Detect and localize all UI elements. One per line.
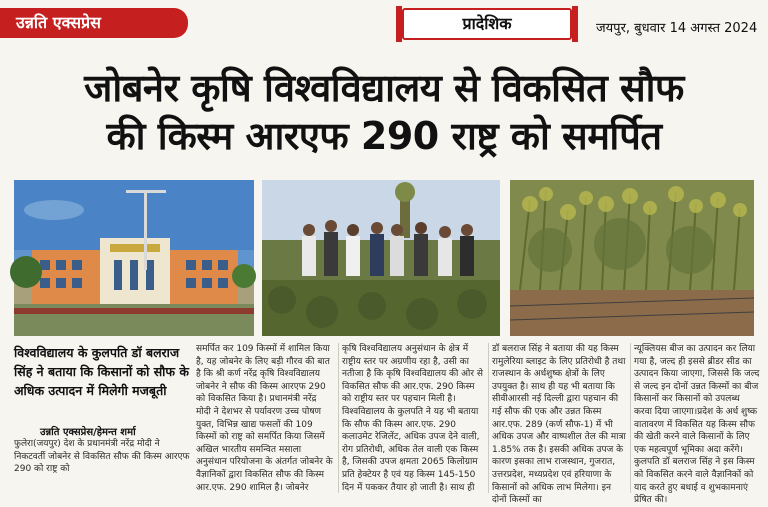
article-text: फुलेरा(जयपुर) देश के प्रधानमंत्री नरेंद्र मोदी ने निकटवर्ती जोबनेर से विकसित सौफ की किस्म आरएफ 290 को राष्ट्र को bbox=[14, 439, 190, 475]
column-divider bbox=[630, 343, 631, 493]
byline: उन्नति एक्सप्रेस/हेमन्त शर्मा bbox=[40, 427, 136, 438]
article-column-lead bbox=[14, 438, 192, 496]
column-divider bbox=[488, 343, 489, 493]
column-divider bbox=[338, 343, 339, 493]
headline bbox=[0, 64, 768, 160]
article-column-4 bbox=[634, 343, 760, 506]
section-label bbox=[396, 6, 578, 42]
article-column-1 bbox=[196, 343, 334, 496]
dateline: जयपुर, बुधवार 14 अगस्त 2024 bbox=[596, 21, 758, 36]
article-text: समर्पित कर 109 किस्मों में शामिल किया है, यह जोबनेर के लिए बड़ी गौरव की बात है कि श्री कर्ण नरेंद्र कृषि विश्वविद्यालय जोबनेर ने सौफ की किस्म आरएफ 290 को विकसित किया है। प्रधानमंत्री नरेंद्र मोदी ने देशभर से पर्यावरण उच्च पोषण युक्त, विभिन्न खाद्य फसलों की 109 किस्मों को राष्ट्र को समर्पित किया जिसमें अखिल भारतीय समन्वित मसाला अनुसंधान परियोजना के अंतर्गत जोबनेर के वैज्ञानिकों द्वारा विकसित सौफ की किस्म आर.एफ. 290 शामिल है। जोबनेर bbox=[196, 344, 333, 493]
article-text: न्यूक्लियस बीज का उत्पादन कर लिया गया है, जल्द ही इससे ब्रीडर सीड का उत्पादन किया जाएगा, जिससे कि जल्द से जल्द इन दोनों उन्नत किस्मों का बीज किसानों कर किसानों को उपलब्ध करवा दिया जाएगा।प्रदेश के अर्ध शुष्क वातावरण में विकसित यह किस्म सौफ की खेती करने वाले किसानों के लिए एक महत्वपूर्ण भूमिका अदा करेंगे। कुलपति डॉ बलराज सिंह ने इस किस्म को विकसित करने वाले वैज्ञानिकों को याद करते हुए बधाई व शुभकामनाएं प्रेषित की। bbox=[634, 344, 760, 506]
headline-line-2: की किस्म आरएफ 290 राष्ट्र को समर्पित bbox=[106, 114, 662, 158]
newspaper-brand: उन्नति एक्सप्रेस bbox=[0, 8, 188, 38]
masthead bbox=[0, 0, 768, 50]
fennel-crop-photo bbox=[510, 180, 754, 336]
section-bracket-right bbox=[572, 6, 578, 42]
university-building-photo bbox=[14, 180, 254, 336]
subhead: विश्वविद्यालय के कुलपति डॉ बलराज सिंह ने बताया कि किसानों को सौफ के अधिक उत्पादन में मिलेगी मजबूती bbox=[14, 345, 190, 398]
headline-line-1: जोबनेर कृषि विश्वविद्यालय से विकसित सौफ bbox=[84, 66, 684, 110]
article-column-2 bbox=[342, 343, 484, 496]
article-text: कृषि विश्वविद्यालय अनुसंधान के क्षेत्र में राष्ट्रीय स्तर पर अग्रणीय रहा है, उसी का नतीजा है कि कृषि विश्वविद्यालय की ओर से विकसित सौफ की आर.एफ. 290 किस्म को राष्ट्रीय स्तर पर पहचान मिली है। विश्वविद्यालय के कुलपति ने यह भी बताया कि सौफ की किस्म आर.एफ. 290 कलाउमेट रेजिलेंट, अधिक उपज देने वाली, रोग प्रतिरोधी, अधिक तेल वाली एक किस्म है, जिसकी उपज क्षमता 2065 किलोग्राम प्रति हेक्टेयर है एवं यह किस्म 145-150 दिन में पककर तैयार हो जाती है। साथ ही bbox=[342, 344, 483, 493]
article-column-3 bbox=[492, 343, 626, 506]
section-title: प्रादेशिक bbox=[402, 8, 572, 40]
article-text: डॉ बलराज सिंह ने बताया की यह किस्म रामुलेरिया ब्लाइट के लिए प्रतिरोधी है तथा राजस्थान के अर्धशुष्क क्षेत्रों के लिए उपयुक्त है। साथ ही यह भी बताया कि सीवीआरसी नई दिल्ली द्वारा पहचान की गई सौफ की एक और उन्नत किस्म आर.एफ. 289 (कर्ण सौफ-1) में भी अधिक उपज और वाष्पशील तेल की मात्रा 1.85% तक है। इसकी अधिक उपज के कारण इसका लाभ राजस्थान, गुजरात, उत्तरप्रदेश, मध्यप्रदेश एवं हरियाणा के किसानों को अधिक लाभ मिलेगा। इन दोनों किस्मों का bbox=[492, 344, 626, 506]
field-visit-photo bbox=[262, 180, 500, 336]
